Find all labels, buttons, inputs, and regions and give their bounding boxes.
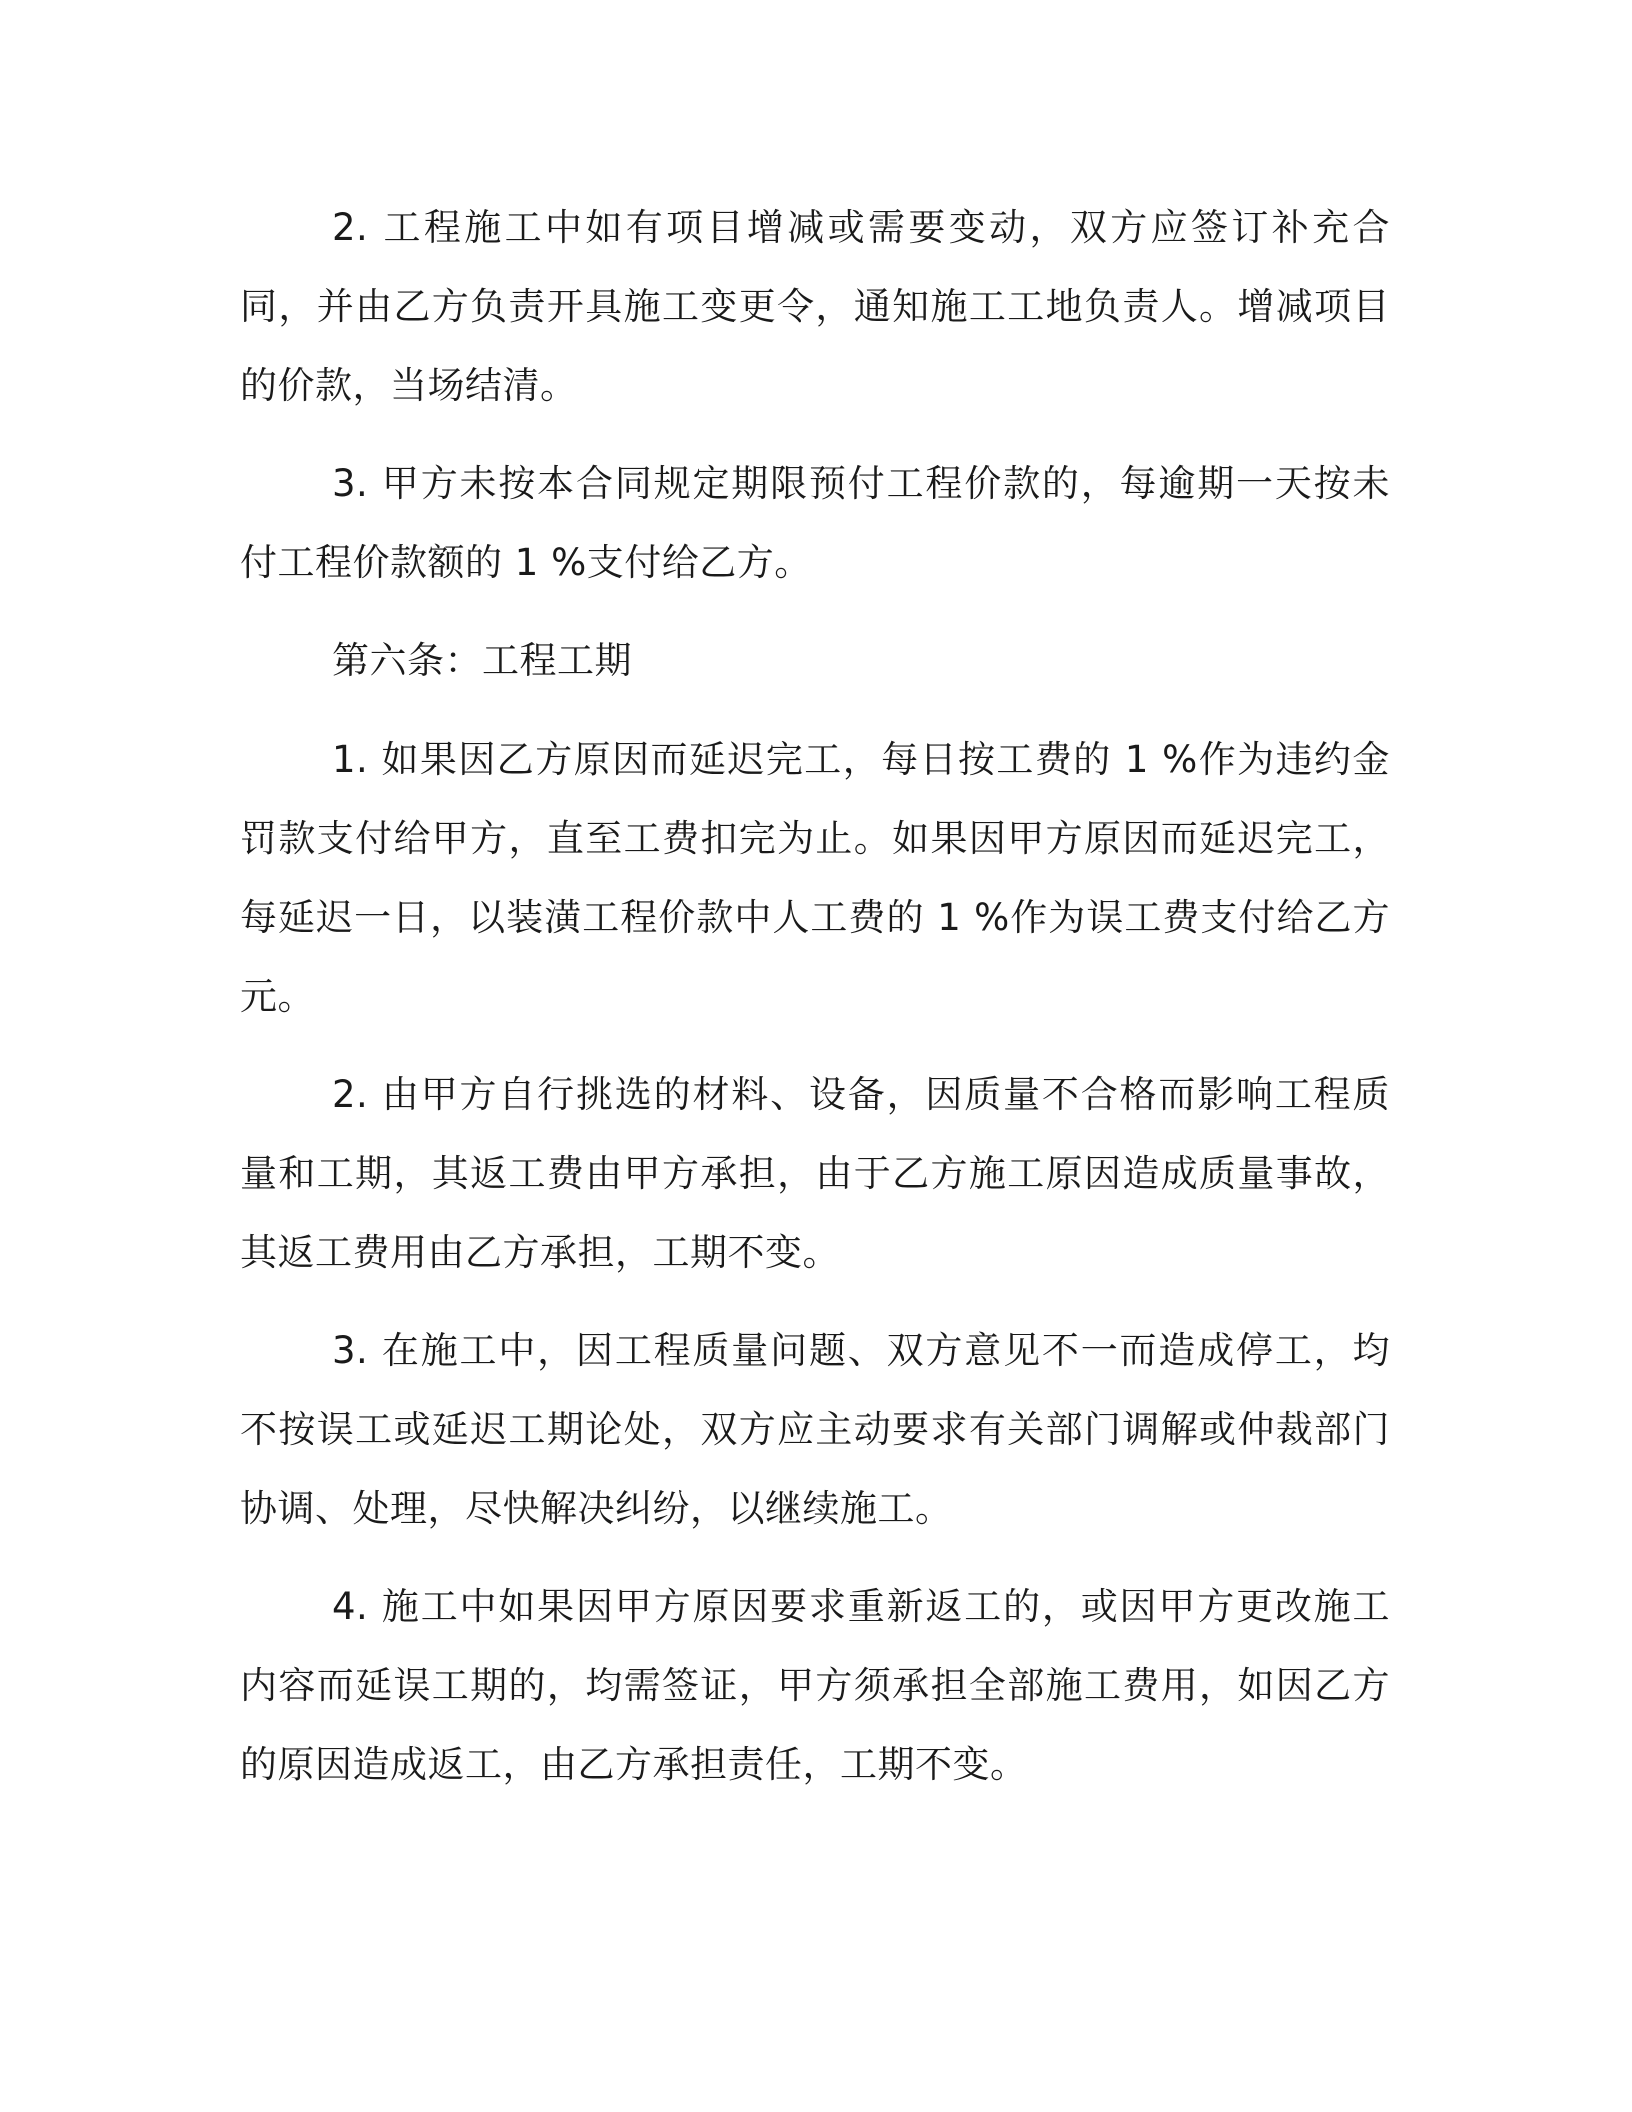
clause-6-item-4: 4. 施工中如果因甲方原因要求重新返工的，或因甲方更改施工内容而延误工期的，均需签证，甲方须承担全部施工费用，如因乙方的原因造成返工，由乙方承担责任，工期不变。	[240, 1585, 1390, 1786]
clause-5-item-2: 2. 工程施工中如有项目增减或需要变动，双方应签订补充合同，并由乙方负责开具施工变更令，通知施工工地负责人。增减项目的价款，当场结清。	[240, 206, 1390, 407]
clause-6-item-2: 2. 由甲方自行挑选的材料、设备，因质量不合格而影响工程质量和工期，其返工费由甲方承担，由于乙方施工原因造成质量事故，其返工费用由乙方承担，工期不变。	[240, 1073, 1390, 1274]
clause-6-item-3: 3. 在施工中，因工程质量问题、双方意见不一而造成停工，均不按误工或延迟工期论处，双方应主动要求有关部门调解或仲裁部门协调、处理，尽快解决纠纷，以继续施工。	[240, 1329, 1390, 1530]
clause-6-heading: 第六条：工程工期	[332, 639, 632, 682]
clause-6-item-1: 1. 如果因乙方原因而延迟完工，每日按工费的 1 %作为违约金罚款支付给甲方，直至工费扣完为止。如果因甲方原因而延迟完工，每延迟一日，以装潢工程价款中人工费的 1 %作为误工费支付给乙方 元。	[240, 738, 1390, 1018]
document-body	[240, 188, 1390, 1823]
clause-5-item-3: 3. 甲方未按本合同规定期限预付工程价款的，每逾期一天按未付工程价款额的 1 %支付给乙方。	[240, 462, 1390, 584]
